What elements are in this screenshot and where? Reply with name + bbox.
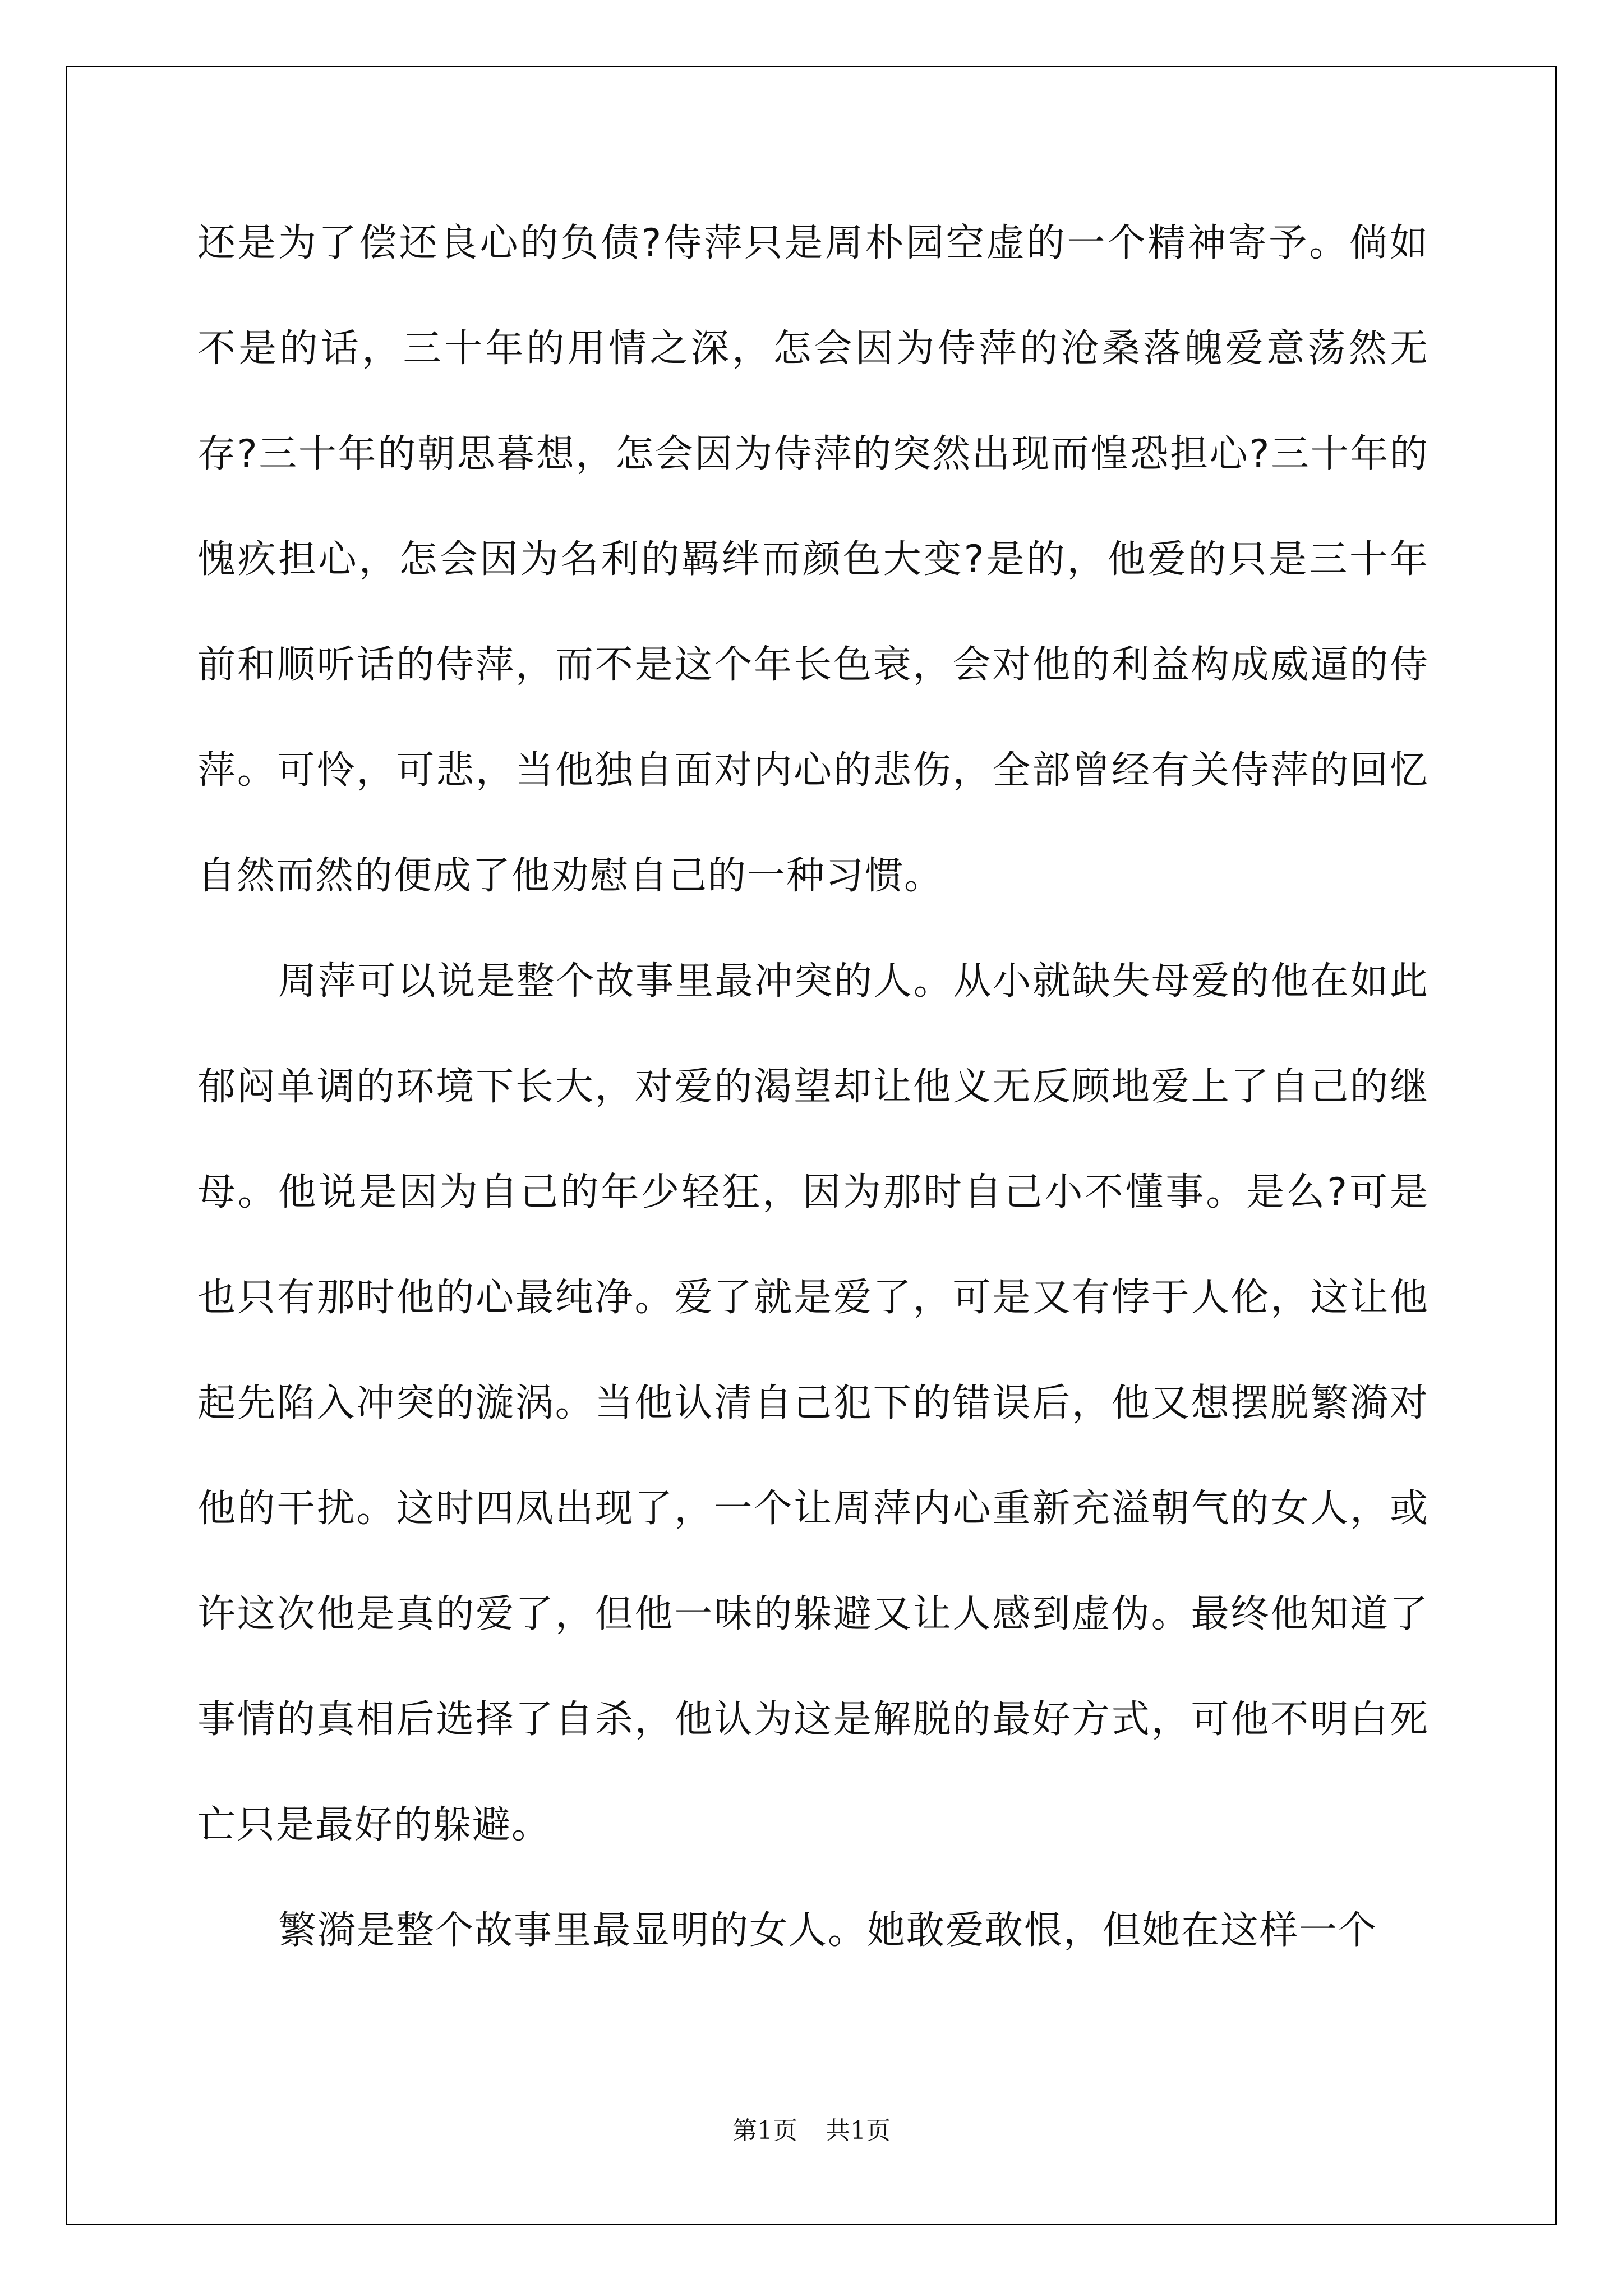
paragraph-2: 周萍可以说是整个故事里最冲突的人。从小就缺失母爱的他在如此郁闷单调的环境下长大，对爱的渴望却让他义无反顾地爱上了自己的继母。他说是因为自己的年少轻狂，因为那时自己小不懂事。是么?可是也只有那时他的心最纯净。爱了就是爱了，可是又有悖于人伦，这让他起先陷入冲突的漩涡。当他认清自己犯下的错误后，他又想摆脱繁漪对他的干扰。这时四凤出现了，一个让周萍内心重新充溢朝气的女人，或许这次他是真的爱了，但他一味的躲避又让人感到虚伪。最终他知道了事情的真相后选择了自杀，他认为这是解脱的最好方式，可他不明白死亡只是最好的躲避。 xyxy=(197,959,1429,1847)
page-number-current: 第1页 xyxy=(732,2116,797,2145)
paragraph-3: 繁漪是整个故事里最显明的女人。她敢爱敢恨，但她在这样一个 xyxy=(278,1908,1378,1953)
document-body xyxy=(197,191,1429,1984)
page-number-total: 共1页 xyxy=(826,2116,891,2145)
paragraph-1: 还是为了偿还良心的负债?侍萍只是周朴园空虚的一个精神寄予。倘如不是的话，三十年的用情之深，怎会因为侍萍的沧桑落魄爱意荡然无存?三十年的朝思暮想，怎会因为侍萍的突然出现而惶恐担心?三十年的愧疚担心，怎会因为名利的羁绊而颜色大变?是的，他爱的只是三十年前和顺听话的侍萍，而不是这个年长色衰，会对他的利益构成威逼的侍萍。可怜，可悲，当他独自面对内心的悲伤，全部曾经有关侍萍的回忆自然而然的便成了他劝慰自己的一种习惯。 xyxy=(197,221,1429,898)
page-footer xyxy=(0,2110,1623,2146)
